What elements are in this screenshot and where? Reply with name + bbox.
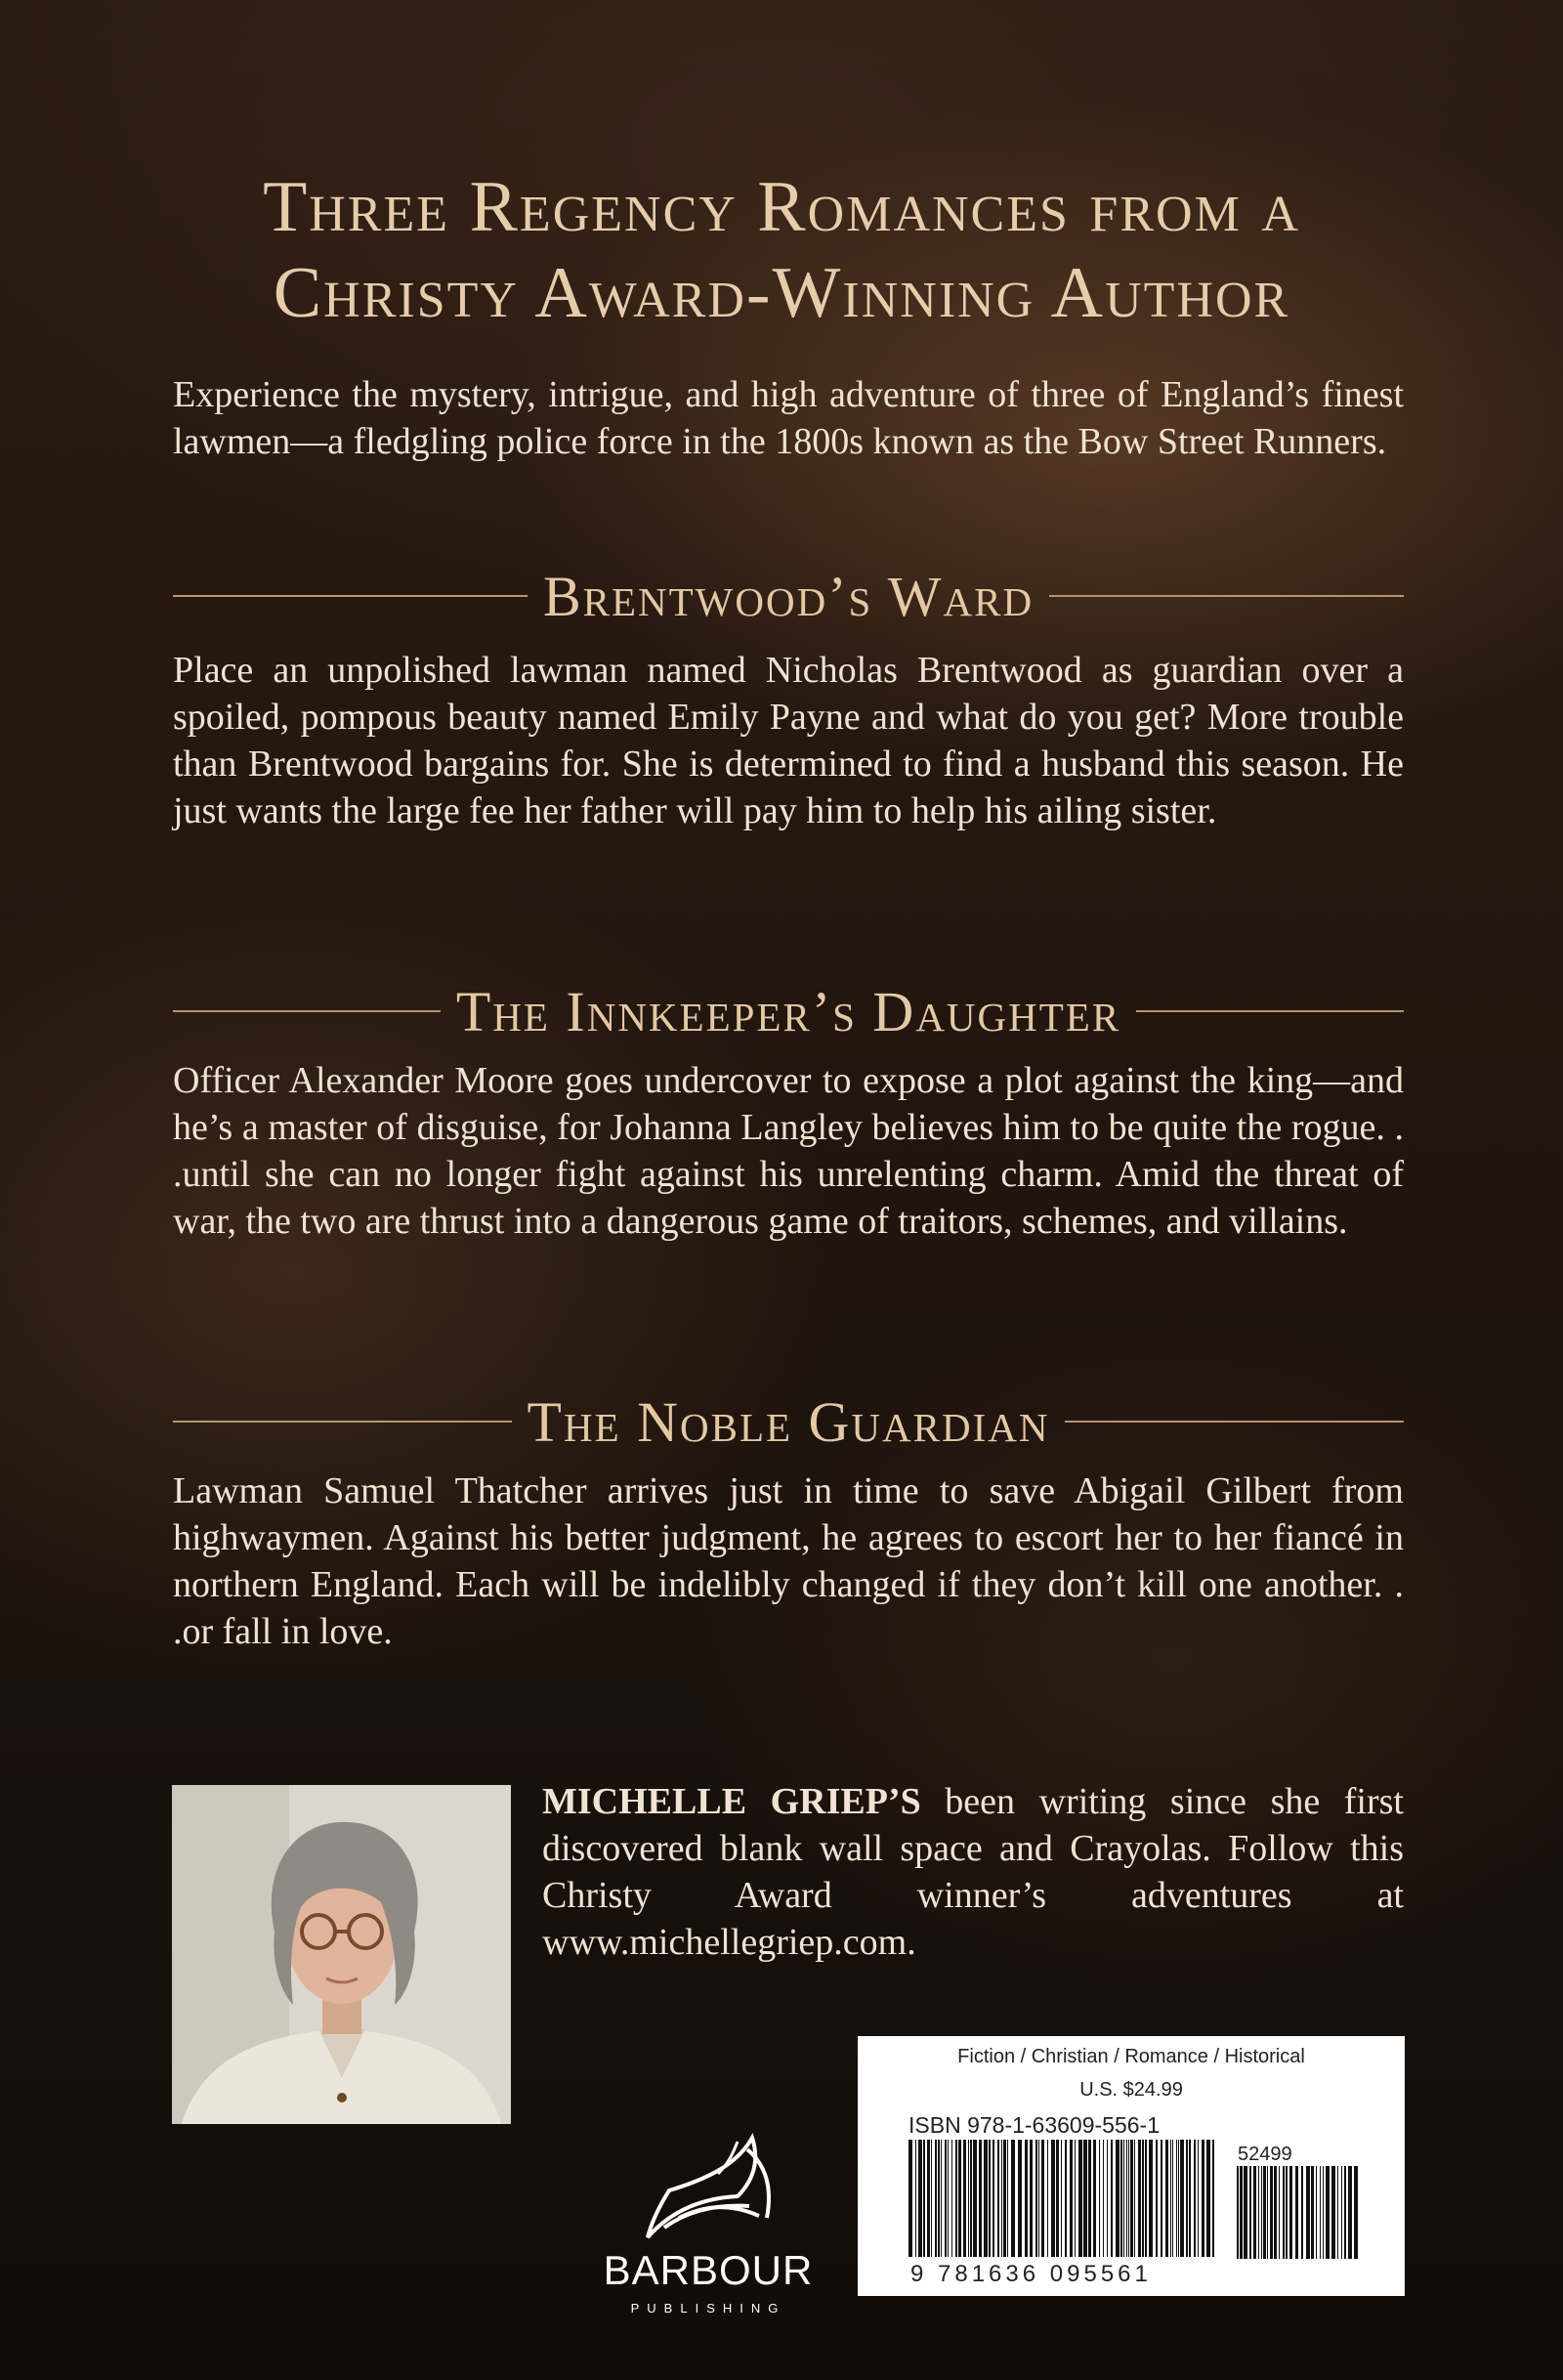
book-pages-icon: [591, 2120, 825, 2247]
heading-rule-left: [173, 595, 528, 597]
barcode-bar: [1070, 2140, 1073, 2257]
barcode-bar: [1107, 2140, 1108, 2257]
barcode-bar: [915, 2140, 916, 2257]
publisher-subtitle: PUBLISHING: [630, 2301, 786, 2316]
barcode-bar: [1128, 2140, 1129, 2257]
barcode-bar: [1165, 2140, 1168, 2257]
barcode-bar: [1263, 2166, 1266, 2259]
barcode-bar: [1011, 2140, 1015, 2257]
barcode-bar: [1180, 2140, 1184, 2257]
barcode-bar: [1311, 2166, 1314, 2259]
barcode-bar: [1267, 2166, 1268, 2259]
barcode-bar: [989, 2140, 991, 2257]
headline: [117, 164, 1446, 336]
barcode-bar: [993, 2140, 994, 2257]
barcode-bar: [1194, 2140, 1196, 2257]
barcode-bar: [979, 2140, 982, 2257]
barcode-bar: [931, 2140, 932, 2257]
barcode-bar: [1138, 2140, 1141, 2257]
barcode-bar: [1237, 2166, 1239, 2259]
barcode-bar: [1145, 2140, 1147, 2257]
barcode-bar: [1289, 2166, 1292, 2259]
barcode-bar: [1301, 2166, 1303, 2259]
barcode-bar: [1258, 2166, 1259, 2259]
barcode-bar: [1149, 2140, 1153, 2257]
barcode-bar: [1189, 2140, 1191, 2257]
barcode-bar: [1126, 2140, 1127, 2257]
barcode-bar: [1326, 2166, 1330, 2259]
barcode-bar: [1176, 2140, 1177, 2257]
barcode-bar: [951, 2140, 952, 2257]
barcode-bar: [935, 2140, 937, 2257]
barcode-bar: [1156, 2140, 1158, 2257]
intro-paragraph: Experience the mystery, intrigue, and high adventure of three of England’s finest lawmen—a fledgling police force in the 1800s known as the Bow Street Runners.: [173, 374, 1404, 462]
section-title: The Innkeeper’s Daughter: [455, 979, 1121, 1043]
barcode-bar: [963, 2140, 966, 2257]
heading-rule-left: [173, 1421, 512, 1423]
section-title: The Noble Guardian: [527, 1389, 1050, 1454]
publisher-logo: [591, 2120, 825, 2335]
barcode-box: [858, 2036, 1405, 2296]
barcode-bar: [1018, 2140, 1022, 2257]
barcode-bar: [1123, 2140, 1124, 2257]
section-heading-noble-guardian: [173, 1387, 1404, 1456]
author-name: MICHELLE GRIEP’S: [542, 1781, 921, 1822]
author-photo: [172, 1785, 511, 2124]
barcode-bar: [968, 2140, 969, 2257]
barcode-digits: 9 781636 095561: [910, 2261, 1152, 2287]
barcode-bar: [984, 2140, 988, 2257]
barcode-bar: [1120, 2140, 1122, 2257]
barcode-bar: [1344, 2166, 1346, 2259]
barcode-bar: [1007, 2140, 1008, 2257]
supplemental-barcode: [1237, 2166, 1364, 2259]
barcode-bar: [1075, 2140, 1076, 2257]
barcode-bar: [1306, 2166, 1310, 2259]
barcode-bar: [1295, 2166, 1298, 2259]
barcode-bar: [955, 2140, 957, 2257]
barcode-bar: [1244, 2166, 1247, 2259]
section-heading-brentwoods-ward: [173, 562, 1404, 630]
barcode-bar: [1038, 2140, 1039, 2257]
ean-barcode: [908, 2140, 1221, 2257]
price-code: 52499: [1238, 2144, 1292, 2165]
barcode-bar: [1056, 2140, 1059, 2257]
barcode-bar: [945, 2140, 947, 2257]
barcode-bar: [1142, 2140, 1144, 2257]
barcode-bar: [1253, 2166, 1256, 2259]
barcode-bar: [1337, 2166, 1338, 2259]
barcode-bar: [1172, 2140, 1173, 2257]
barcode-bar: [1279, 2166, 1280, 2259]
barcode-bar: [1111, 2140, 1113, 2257]
author-bio-text: been writing since she first discovered blank wall space and Crayolas. Follow this Christy Award winner’s adventures at www.michellegriep.com.: [542, 1781, 1404, 1963]
barcode-bar: [908, 2140, 912, 2257]
barcode-bar: [1354, 2166, 1358, 2259]
barcode-bar: [973, 2140, 977, 2257]
barcode-bar: [958, 2140, 961, 2257]
barcode-bar: [1178, 2140, 1179, 2257]
barcode-bar: [1341, 2166, 1342, 2259]
barcode-bar: [1323, 2166, 1324, 2259]
barcode-bar: [1261, 2166, 1262, 2259]
barcode-bar: [1025, 2140, 1028, 2257]
barcode-bar: [1331, 2166, 1335, 2259]
barcode-bar: [1041, 2140, 1044, 2257]
barcode-bar: [1003, 2140, 1006, 2257]
barcode-bar: [1078, 2140, 1082, 2257]
barcode-bar: [1030, 2140, 1033, 2257]
barcode-bar: [1348, 2166, 1352, 2259]
author-bio: [542, 1778, 1404, 1966]
barcode-bar: [1093, 2140, 1096, 2257]
isbn: ISBN 978-1-63609-556-1: [908, 2112, 1160, 2138]
heading-rule-right: [1049, 595, 1404, 597]
section-text-innkeepers-daughter: Officer Alexander Moore goes undercover to expose a plot against the king—and he’s a master of disguise, for Johanna Langley believes him to be quite the rogue. . .until she can no longer fight against his unrelenting charm. Amid the threat of war, the two are thrust into a dangerous game of traitors, schemes, and villains.: [173, 1060, 1404, 1242]
barcode-bar: [918, 2140, 922, 2257]
barcode-bar: [1116, 2140, 1119, 2257]
barcode-bar: [1130, 2140, 1133, 2257]
barcode-bar: [1270, 2166, 1273, 2259]
barcode-bar: [1202, 2140, 1204, 2257]
barcode-bar: [1051, 2140, 1055, 2257]
publisher-name: BARBOUR: [603, 2247, 814, 2293]
barcode-bar: [948, 2140, 949, 2257]
barcode-bar: [1274, 2166, 1277, 2259]
barcode-bar: [1047, 2140, 1048, 2257]
section-text-brentwoods-ward: Place an unpolished lawman named Nicholas Brentwood as guardian over a spoiled, pompous beauty named Emily Payne and what do you get? More trouble than Brentwood bargains for. She is determined to find a husband this season. He just wants the large fee her father will pay him to help his ailing sister.: [173, 650, 1404, 831]
barcode-bar: [1249, 2166, 1251, 2259]
section-text-noble-guardian: Lawman Samuel Thatcher arrives just in time to save Abigail Gilbert from highwaymen. Against his better judgment, he agrees to escort her to her fiancé in northern England. Each will be indelibly changed if they don’t kill one another. . .or fall in love.: [173, 1470, 1404, 1652]
barcode-bar: [1283, 2166, 1285, 2259]
section-heading-innkeepers-daughter: [173, 977, 1404, 1045]
barcode-bar: [1099, 2140, 1100, 2257]
barcode-bar: [1198, 2140, 1199, 2257]
barcode-bar: [1186, 2140, 1188, 2257]
bisac-category: Fiction / Christian / Romance / Historical: [957, 2046, 1305, 2067]
headline-line-1: Three Regency Romances from a: [263, 167, 1300, 247]
barcode-bar: [1240, 2166, 1243, 2259]
barcode-bar: [1088, 2140, 1091, 2257]
barcode-bar: [1170, 2140, 1171, 2257]
barcode-bar: [1083, 2140, 1087, 2257]
barcode-bar: [941, 2140, 942, 2257]
barcode-bar: [1161, 2140, 1162, 2257]
barcode-bar: [1316, 2166, 1317, 2259]
heading-rule-left: [173, 1010, 441, 1012]
barcode-bar: [923, 2140, 925, 2257]
price: U.S. $24.99: [1079, 2079, 1183, 2101]
barcode-bar: [1035, 2140, 1037, 2257]
headline-line-2: Christy Award-Winning Author: [273, 253, 1290, 333]
barcode-bar: [1134, 2140, 1135, 2257]
barcode-bar: [1061, 2140, 1062, 2257]
barcode-bar: [1212, 2140, 1214, 2257]
heading-rule-right: [1065, 1421, 1404, 1423]
barcode-bar: [927, 2140, 930, 2257]
barcode-bar: [1103, 2140, 1104, 2257]
barcode-bar: [997, 2140, 999, 2257]
barcode-bar: [1320, 2166, 1321, 2259]
barcode-bar: [1206, 2140, 1210, 2257]
heading-rule-right: [1136, 1010, 1404, 1012]
section-title: Brentwood’s Ward: [542, 564, 1035, 628]
barcode-bar: [970, 2140, 972, 2257]
barcode-bar: [1286, 2166, 1288, 2259]
barcode-bar: [938, 2140, 940, 2257]
barcode-bar: [1065, 2140, 1067, 2257]
barcode-bar: [1001, 2140, 1002, 2257]
